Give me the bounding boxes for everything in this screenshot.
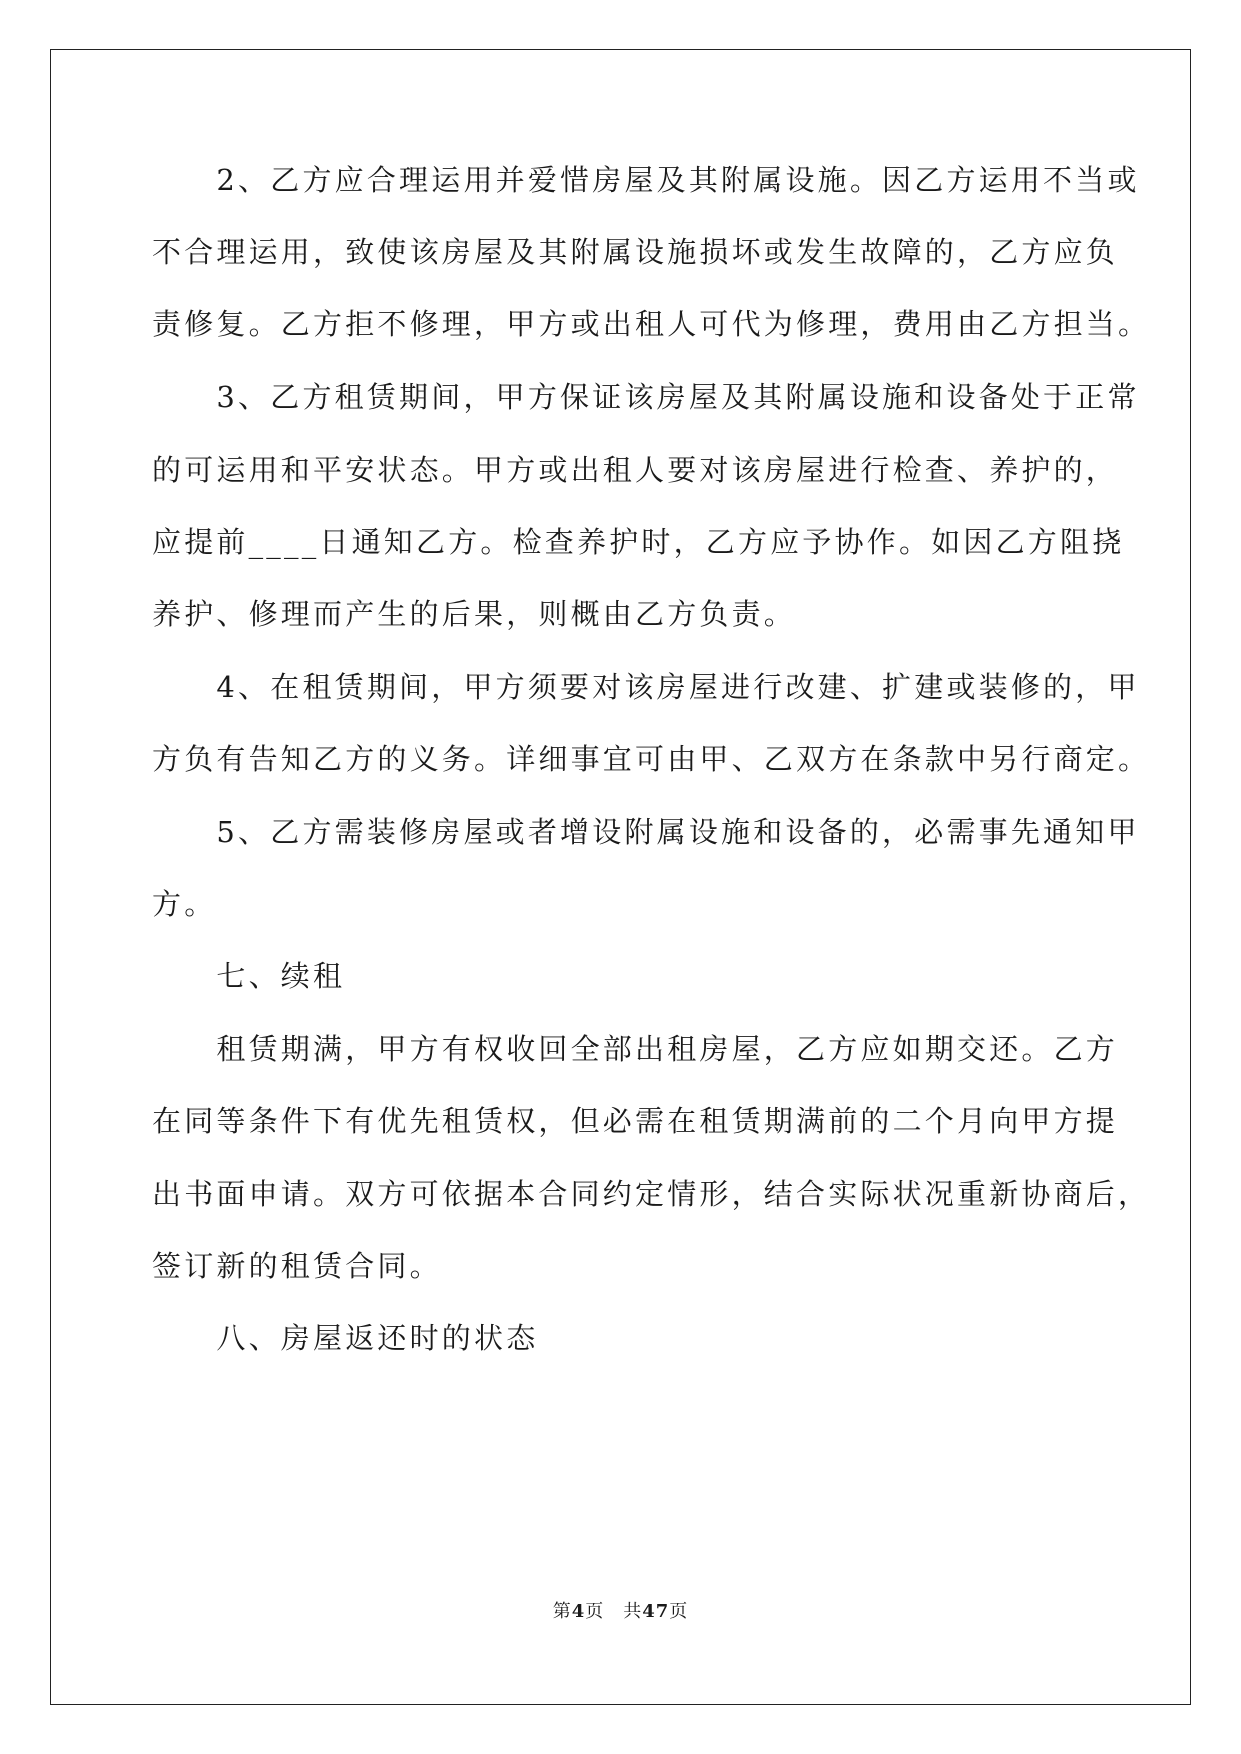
text-line: 租赁期满，甲方有权收回全部出租房屋，乙方应如期交还。乙方	[152, 1032, 1119, 1066]
footer-suffix: 页	[669, 1601, 689, 1622]
text-line: 4、在租赁期间，甲方须要对该房屋进行改建、扩建或装修的，甲	[152, 670, 1140, 704]
section-heading: 七、续租	[152, 959, 346, 993]
text-line: 签订新的租赁合同。	[152, 1249, 442, 1283]
footer-mid: 页 共	[585, 1601, 643, 1622]
text-line: 应提前____日通知乙方。检查养护时，乙方应予协作。如因乙方阻挠	[152, 525, 1125, 559]
text-line: 方负有告知乙方的义务。详细事宜可由甲、乙双方在条款中另行商定。	[152, 742, 1151, 776]
text-line: 养护、修理而产生的后果，则概由乙方负责。	[152, 597, 797, 631]
current-page-number: 4	[571, 1601, 586, 1622]
page-footer	[0, 1597, 1241, 1623]
text-line: 5、乙方需装修房屋或者增设附属设施和设备的，必需事先通知甲	[152, 815, 1140, 849]
page-border	[50, 49, 1191, 1705]
text-line: 方。	[152, 887, 217, 921]
total-page-count: 47	[642, 1601, 670, 1622]
text-line: 3、乙方租赁期间，甲方保证该房屋及其附属设施和设备处于正常	[152, 380, 1140, 414]
footer-prefix: 第	[552, 1601, 572, 1622]
text-line: 不合理运用，致使该房屋及其附属设施损坏或发生故障的，乙方应负	[152, 235, 1119, 269]
section-heading: 八、房屋返还时的状态	[152, 1321, 539, 1355]
text-line: 在同等条件下有优先租赁权，但必需在租赁期满前的二个月向甲方提	[152, 1104, 1119, 1138]
text-line: 的可运用和平安状态。甲方或出租人要对该房屋进行检查、养护的，	[152, 453, 1119, 487]
text-line: 责修复。乙方拒不修理，甲方或出租人可代为修理，费用由乙方担当。	[152, 307, 1151, 341]
text-line: 2、乙方应合理运用并爱惜房屋及其附属设施。因乙方运用不当或	[152, 163, 1140, 197]
text-line: 出书面申请。双方可依据本合同约定情形，结合实际状况重新协商后，	[152, 1177, 1151, 1211]
